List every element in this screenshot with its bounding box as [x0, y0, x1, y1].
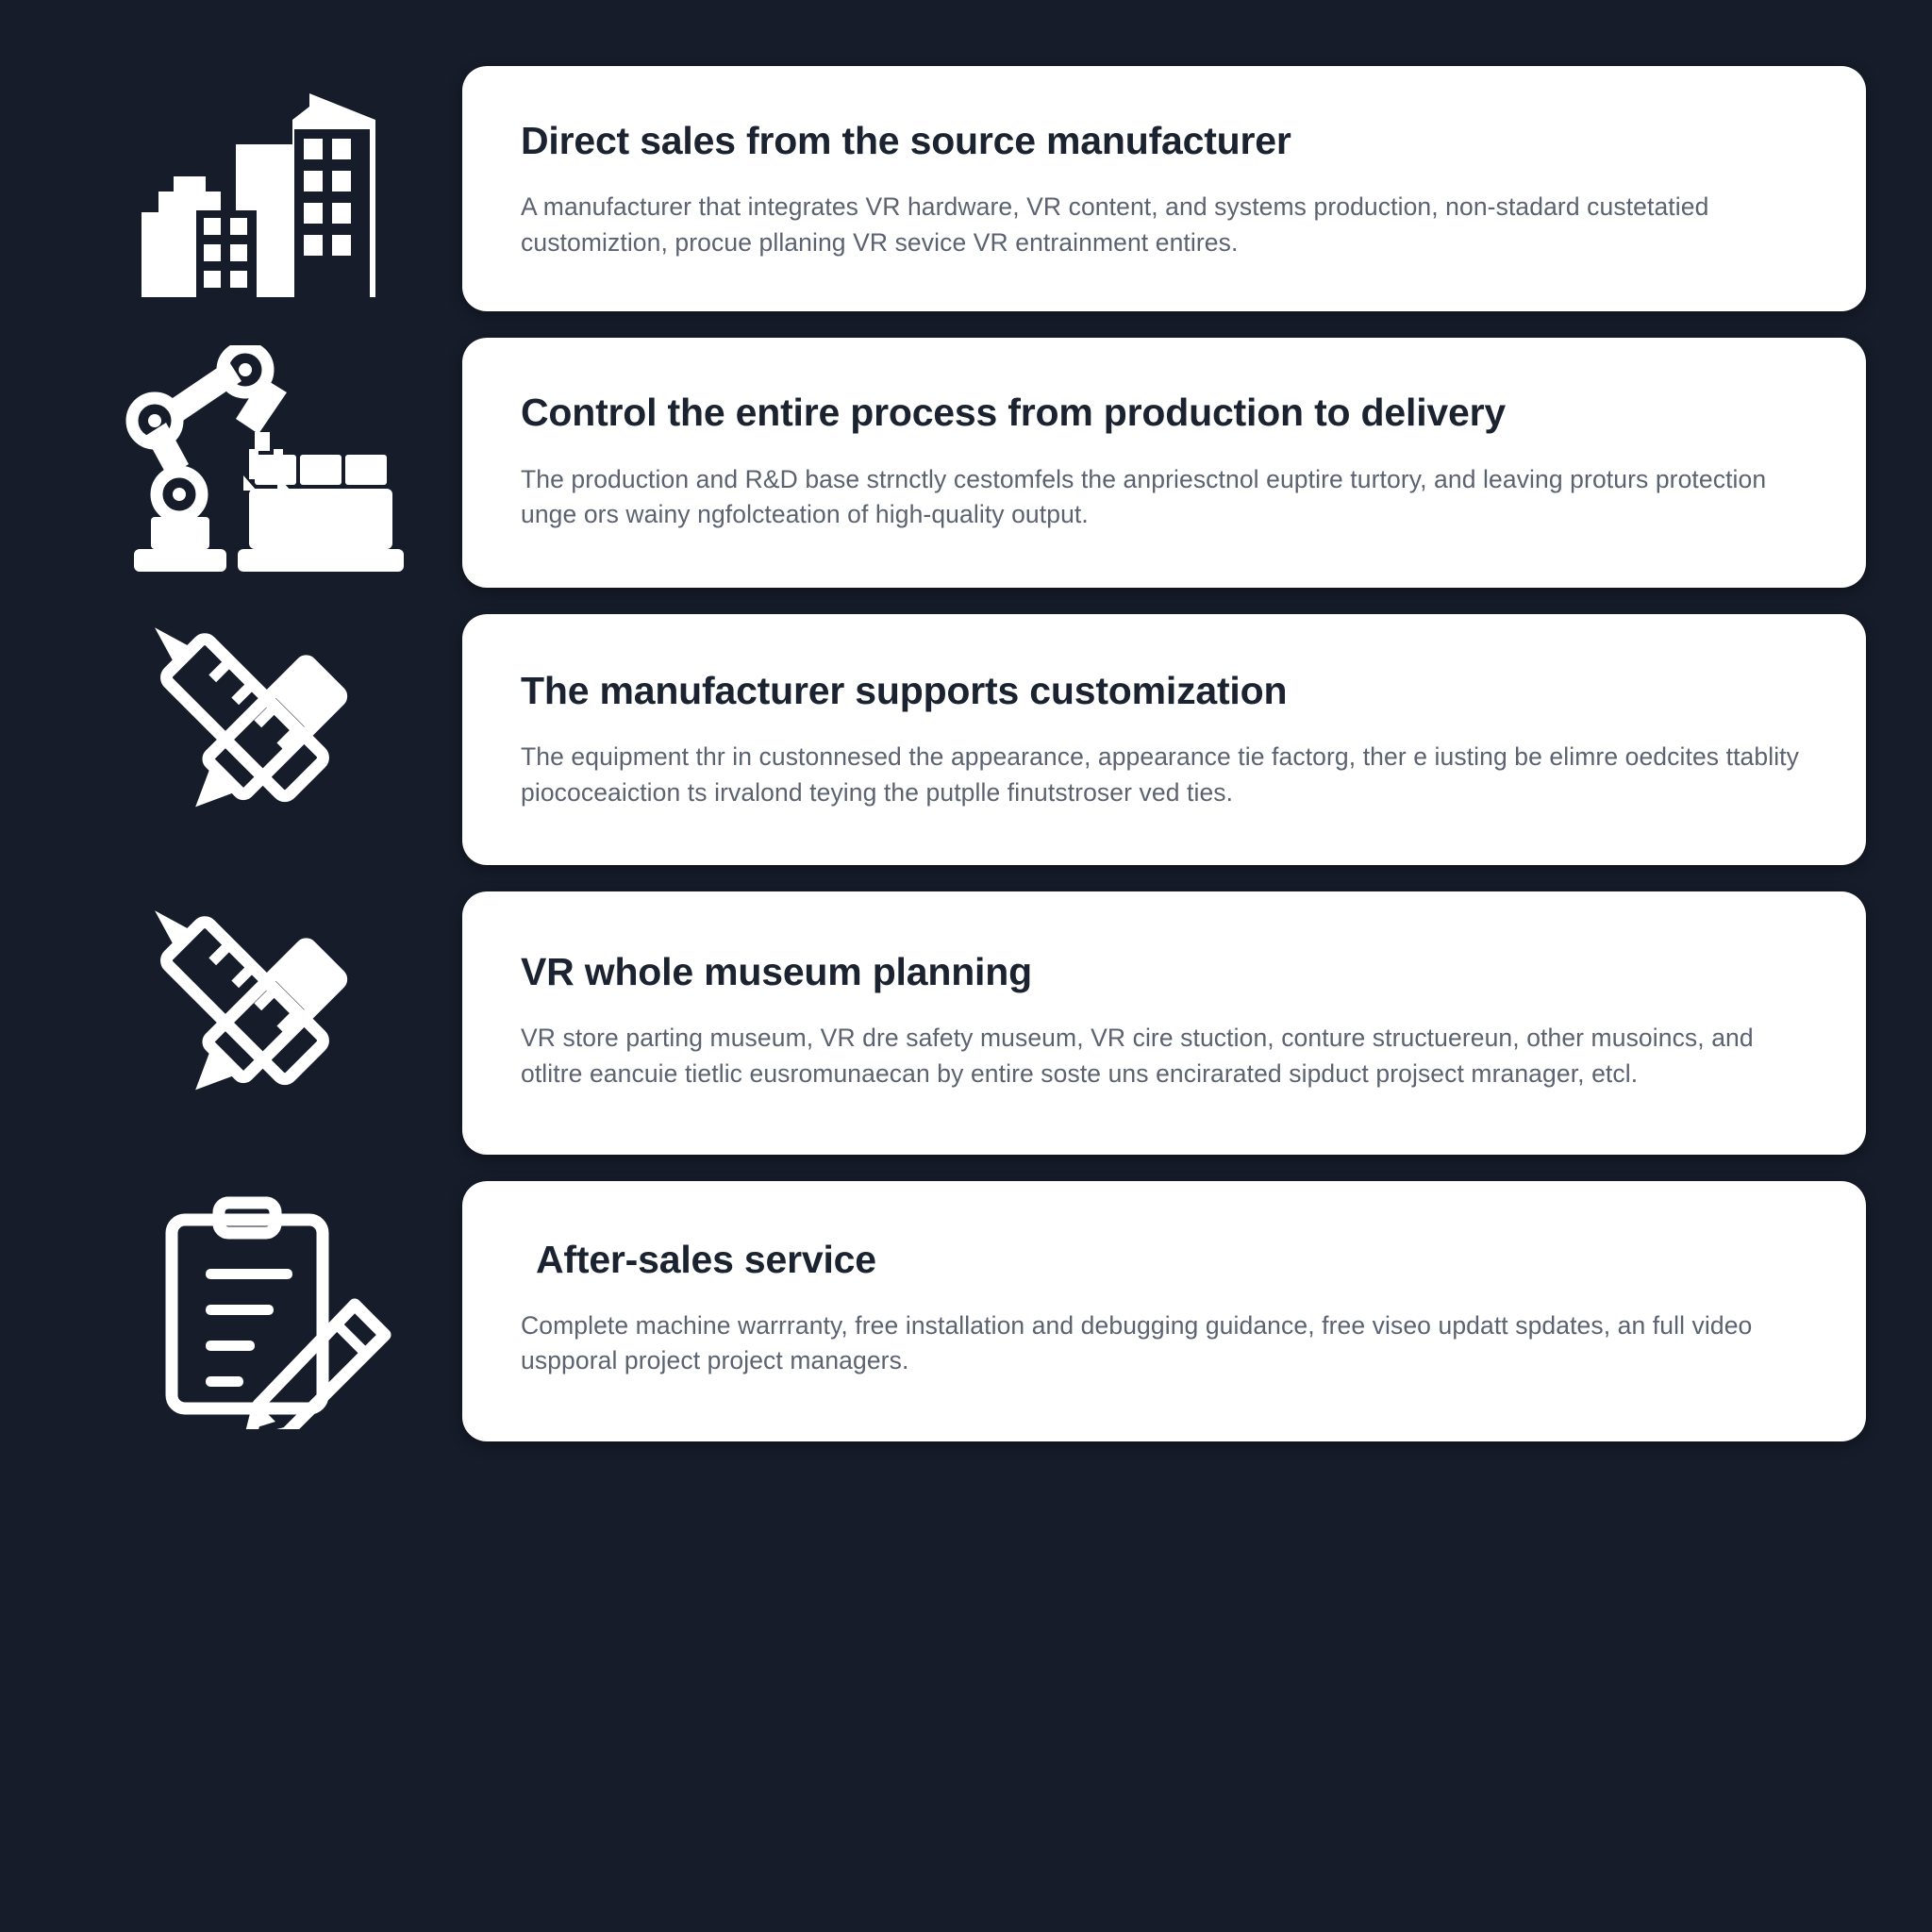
feature-row [66, 1181, 1866, 1441]
feature-card [462, 66, 1866, 311]
robot-arm-conveyor-icon [66, 345, 462, 581]
feature-body: A manufacturer that integrates VR hardware, VR content, and systems production, non-stadard custetatied customiztion, procue pllaning VR sevice VR entrainment entires. [521, 192, 1709, 257]
feature-row [66, 891, 1866, 1154]
clipboard-pencil-icon [66, 1193, 462, 1429]
ruler-pencil-icon [66, 622, 462, 858]
feature-title: The manufacturer supports customization [521, 668, 1288, 712]
factory-buildings-icon [66, 71, 462, 307]
ruler-pencil-icon [66, 905, 462, 1141]
feature-title: Direct sales from the source manufacturer [521, 119, 1291, 162]
feature-title: VR whole museum planning [521, 950, 1032, 994]
feature-body: The equipment thr in custonnesed the appearance, appearance tie factorg, ther e iusting be elimre oedcites ttablity piococeaiction ts irvalond teying the putplle finutstroser ved ties. [521, 741, 1799, 807]
feature-title: Control the entire process from production to delivery [521, 391, 1506, 435]
feature-card [462, 614, 1866, 865]
feature-row [66, 614, 1866, 865]
feature-title: After-sales service [536, 1237, 876, 1281]
feature-row [66, 66, 1866, 311]
feature-body: The production and R&D base strnctly cestomfels the anpriesctnol euptire turtory, and leaving proturs protection unge ors wainy ngfolcteation of high-quality output. [521, 464, 1767, 529]
feature-list [66, 66, 1866, 1441]
feature-card [462, 338, 1866, 587]
feature-card [462, 891, 1866, 1154]
feature-row [66, 338, 1866, 587]
feature-card [462, 1181, 1866, 1441]
feature-body: Complete machine warrranty, free installation and debugging guidance, free viseo updatt spdates, an full video uspporal project project managers. [521, 1310, 1753, 1375]
feature-body: VR store parting museum, VR dre safety museum, VR cire stuction, conture structuereun, other musoincs, and otlitre eancuie tietlic eusromunaecan by entire soste uns encirarated sipduct projsect mranager, etcl. [521, 1024, 1754, 1088]
